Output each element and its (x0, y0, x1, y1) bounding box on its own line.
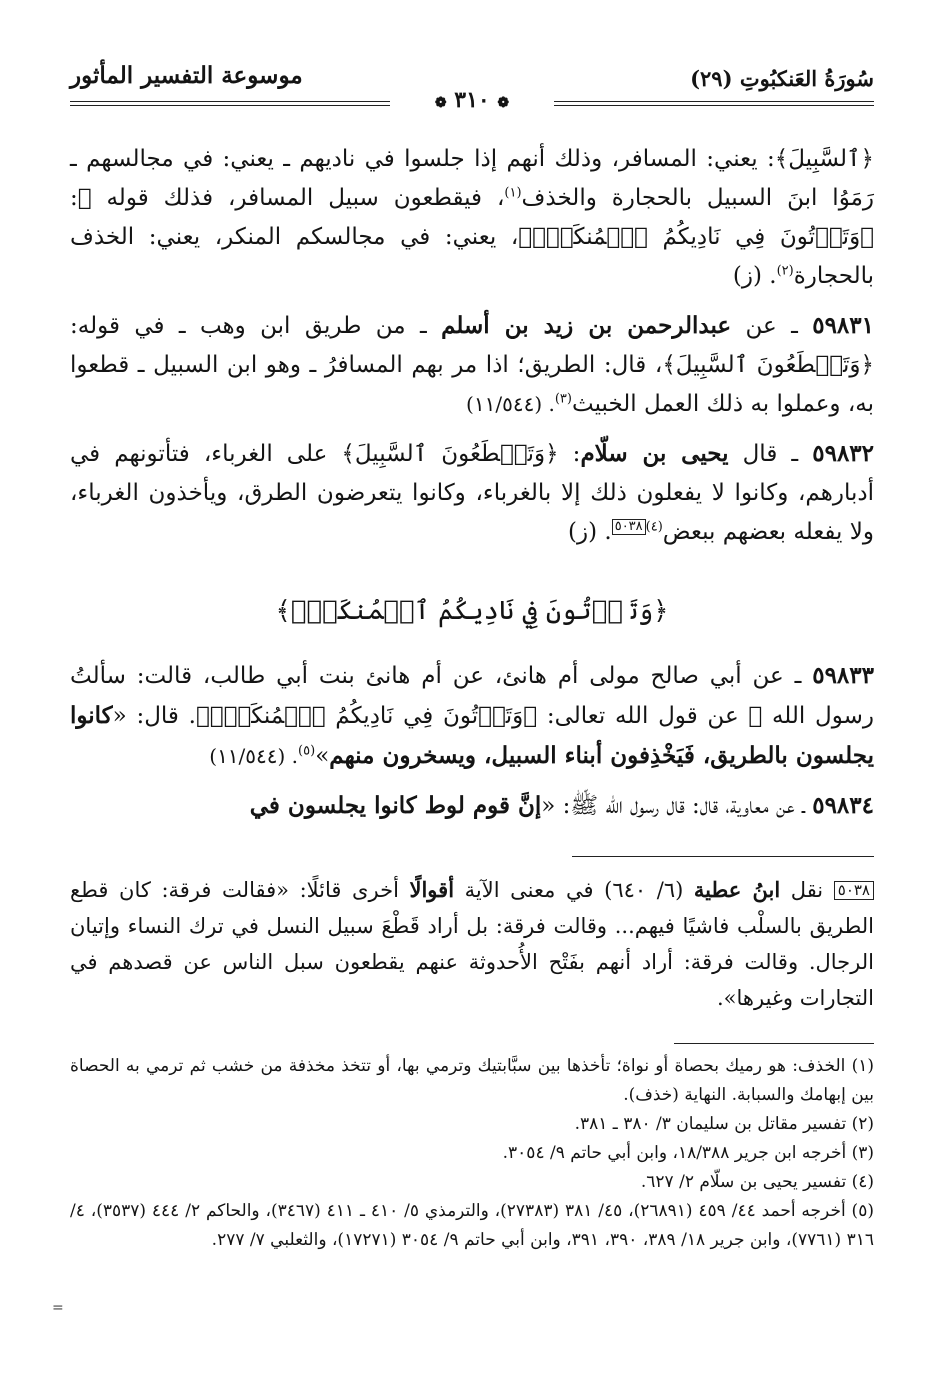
paragraph-continuation (70, 140, 874, 296)
footnote-2: (٢) تفسير مقاتل بن سليمان ٣/ ٣٨٠ ـ ٣٨١. (574, 1114, 874, 1134)
narration-59834 (70, 786, 874, 826)
footnotes (70, 1052, 874, 1255)
narration-59833 (70, 656, 874, 776)
hadith-text: إنَّ قوم لوط كانوا يجلسون في (249, 792, 542, 819)
narrator-name: يحيى بن سلّام (580, 440, 729, 467)
footnote-marker: (٣) (554, 391, 572, 407)
page-number-block (70, 87, 874, 113)
text: ـ عن أبي صالح مولى أم هانئ، عن أم هانئ بنت أبي طالب، قالت: سألتُ رسول الله ﷺ عن قول الله تعالى: (70, 663, 875, 729)
text: أخرى قائلًا: «فقالت فرقة: كان قطع الطريق بالسلْب فاشيًا فيهم... وقالت فرقة: بل أراد قَطْعَ سبيل النسل في ترك النساء وإتيان الرجال. وقالت فرقة: أراد أنهم بفَتْح الأُحدوثة عنهم يقطعون سبل الناس عن قصدهم في التجارات وغيرها». (70, 878, 874, 1010)
scholar-name: ابنُ عطية (693, 877, 781, 902)
text: على الغرباء، فتأتونهم في أدبارهم، وكانوا لا يفعلون ذلك إلا بالغرباء، وكانوا يتعرضون الطرق، ويأخذون الغرباء، ولا يفعله بعضهم ببعض (70, 441, 874, 545)
narration-number: ٥٩٨٣١ (812, 312, 874, 339)
text: : يعني: المسافر، وذلك أنهم إذا جلسوا في ناديهم ـ يعني: في مجالسهم ـ رَمَوُا ابنَ السبيل بالحجارة والخذف (70, 146, 874, 211)
annotation-block (70, 872, 874, 1016)
narration-59831 (70, 306, 874, 424)
footnote-marker: (٤) (645, 519, 663, 535)
annotation-separator (572, 856, 874, 857)
text: » (315, 743, 330, 769)
verse-heading: ﴿وَتَأۡتُونَ فِي نَادِيكُمُ ٱلۡمُنكَرَۖ﴾ (275, 596, 669, 626)
page-number: ٣١٠ (454, 87, 490, 113)
footnote-4: (٤) تفسير يحيى بن سلّام ٢/ ٦٢٧. (640, 1172, 874, 1192)
text: ، قال: الطريق؛ اذا مر بهم المسافرُ ـ وهو ابن السبيل ـ قطعوا به، وعملوا به ذلك العمل الخبيث (70, 352, 874, 417)
quran-quote: ﴿وَتَقۡطَعُونَ ٱلسَّبِيلَ﴾ (341, 441, 559, 467)
quran-quote: ﴿وَتَأۡتُونَ فِي نَادِيكُمُ ٱلۡمُنكَرَۖ﴾ (518, 224, 874, 250)
quran-quote: ﴿ٱلسَّبِيلَ﴾ (774, 146, 874, 172)
annotation-marker[interactable]: ٥٠٣٨ (612, 519, 646, 535)
volume-reference: . (١١/٥٤٤) (209, 744, 299, 768)
text: ـ عن (731, 313, 813, 339)
header-rule (70, 87, 874, 113)
margin-mark: = (52, 1300, 64, 1316)
text: نقل (780, 878, 834, 902)
footnote-marker: (٢) (776, 263, 794, 279)
quran-quote: ﴿وَتَأۡتُونَ فِي نَادِيكُمُ ٱلۡمُنكَرَۖ﴾ (195, 703, 538, 729)
text: (٦/ ٦٤٠) في معنى الآية (454, 878, 694, 902)
text: . قال: « (112, 703, 196, 729)
footnote-5: (٥) أخرجه أحمد ٤٤/ ٤٥٩ (٢٦٨٩١)، ٤٥/ ٣٨١ (٢٧٣٨٣)، والترمذي ٥/ ٤١٠ ـ ٤١١ (٣٤٦٧)، والحاكم ٢/ ٤٤٤ (٣٥٣٧)، ٤/ ٣١٦ (٧٧٦١)، وابن جرير ١٨/ ٣٨٩، ٣٩٠، ٣٩١، وابن أبي حاتم ٩/ ٣٠٥٤ (١٧٢٧١)، والثعلبي ٧/ ٢٧٧. (70, 1201, 874, 1250)
footnotes-separator (674, 1043, 874, 1044)
quran-quote: ﴿وَتَقۡطَعُونَ ٱلسَّبِيلَ﴾ (662, 352, 874, 378)
surah-title: سُورَةُ العَنكبُوتِ (٢٩) (690, 66, 874, 91)
narration-number: ٥٩٨٣٢ (812, 440, 875, 467)
annotation-number: ٥٠٣٨ (834, 881, 874, 900)
footnote-3: (٣) أخرجه ابن جرير ١٨/٣٨٨، وابن أبي حاتم ٩/ ٣٠٥٤. (502, 1143, 874, 1163)
volume-reference: . (١١/٥٤٤) (466, 392, 555, 416)
footnote-marker: (١) (504, 185, 522, 201)
text: ، يعني: في مجالسكم المنكر، يعني: الخذف بالحجارة (70, 224, 874, 289)
main-text (70, 140, 874, 836)
narration-59832 (70, 434, 874, 552)
text: . (ز) (568, 519, 612, 545)
text: ـ عن معاوية، قال: قال رسول الله ﷺ: « (541, 793, 813, 819)
footnote-1: (١) الخذف: هو رميك بحصاة أو نواة؛ تأخذها بين سبَّابتيك وترمي بها، أو تتخذ مخذفة من خشب ثم ترمي به الحصاة بين إبهامك والسبابة. النهاية (خذف). (70, 1056, 874, 1105)
narrator-name: عبدالرحمن بن زيد بن أسلم (441, 312, 732, 339)
text: ، فيقطعون سبيل المسافر، فذلك قوله ﷻ: (70, 185, 505, 211)
narration-number: ٥٩٨٣٣ (812, 662, 874, 689)
hadith-text: كانوا يجلسون بالطريق، فَيَخْذِفون أبناء السبيل، ويسخرون منهم (70, 702, 874, 769)
emphasis: أقوالًا (409, 877, 455, 902)
text: ـ من طريق ابن وهب ـ في قوله: (70, 313, 442, 339)
footnote-marker: (٥) (298, 743, 316, 759)
ornament-icon: ❁ (497, 95, 510, 111)
text: : (558, 441, 581, 467)
narration-number: ٥٩٨٣٤ (812, 792, 874, 819)
text: . (ز) (732, 263, 777, 289)
text: ـ قال (728, 441, 813, 467)
ornament-icon: ❁ (434, 95, 447, 111)
book-title: موسوعة التفسير المأثور (70, 62, 303, 89)
